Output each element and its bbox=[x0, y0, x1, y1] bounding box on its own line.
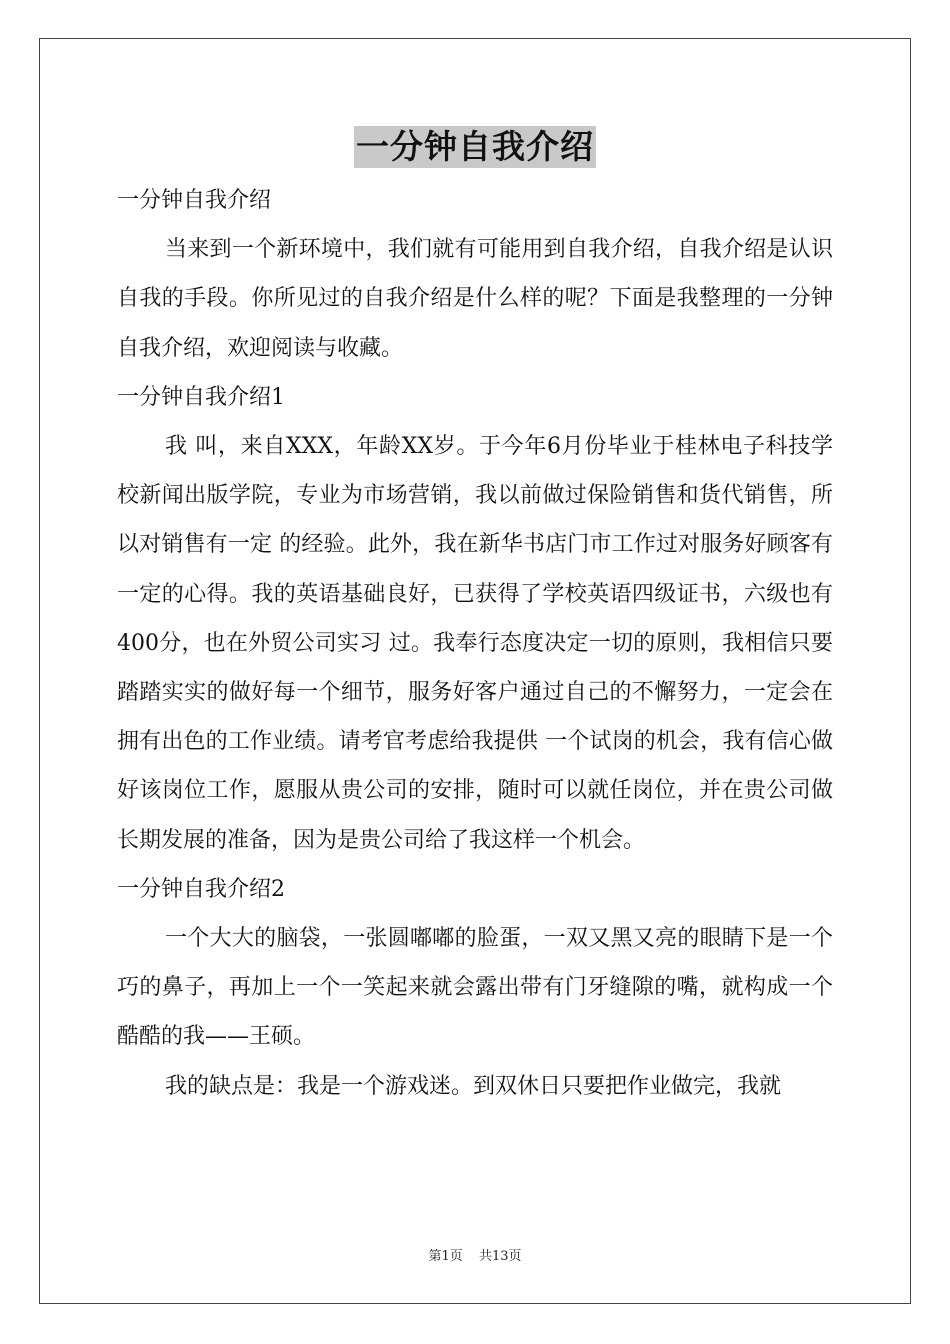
page-number: 第1页 bbox=[428, 1249, 463, 1264]
section-2-paragraph: 一个大大的脑袋，一张圆嘟嘟的脸蛋，一双又黑又亮的眼睛下是一个巧的鼻子，再加上一个一笑起来就会露出带有门牙缝隙的嘴，就构成一个酷酷的我——王硕。 bbox=[117, 926, 833, 1050]
section-heading: 一分钟自我介绍2 bbox=[117, 876, 285, 902]
section-1-paragraph: 我 叫，来自XXX，年龄XX岁。于今年6月份毕业于桂林电子科技学校新闻出版学院，专业为市场营销，我以前做过保险销售和货代销售，所以对销售有一定 的经验。此外，我在新华书店门市工作过对服务好顾客有一定的心得。我的英语基础良好，已获得了学校英语四级证书，六级也有400分，也在外贸公司实习 过。我奉行态度决定一切的原则，我相信只要踏踏实实的做好每一个细节，服务好客户通过自己的不懈努力，一定会在拥有出色的工作业绩。请考官考虑给我提供 一个试岗的机会，我有信心做好该岗位工作，愿服从贵公司的安排，随时可以就任岗位，并在贵公司做长期发展的准备，因为是贵公司给了我这样一个机会。 bbox=[117, 433, 833, 853]
page-total: 共13页 bbox=[478, 1249, 522, 1264]
section-heading: 一分钟自我介绍1 bbox=[117, 384, 285, 410]
section-heading: 一分钟自我介绍 bbox=[117, 188, 272, 213]
title-container bbox=[0, 126, 950, 168]
document-title: 一分钟自我介绍 bbox=[356, 127, 594, 166]
intro-paragraph: 当来到一个新环境中，我们就有可能用到自我介绍，自我介绍是认识自我的手段。你所见过的自我介绍是什么样的呢？下面是我整理的一分钟自我介绍，欢迎阅读与收藏。 bbox=[117, 237, 833, 361]
section-2-paragraph-continued: 我的缺点是：我是一个游戏迷。到双休日只要把作业做完，我就 bbox=[165, 1073, 782, 1099]
page-footer bbox=[0, 1245, 950, 1264]
document-body bbox=[117, 176, 833, 1111]
